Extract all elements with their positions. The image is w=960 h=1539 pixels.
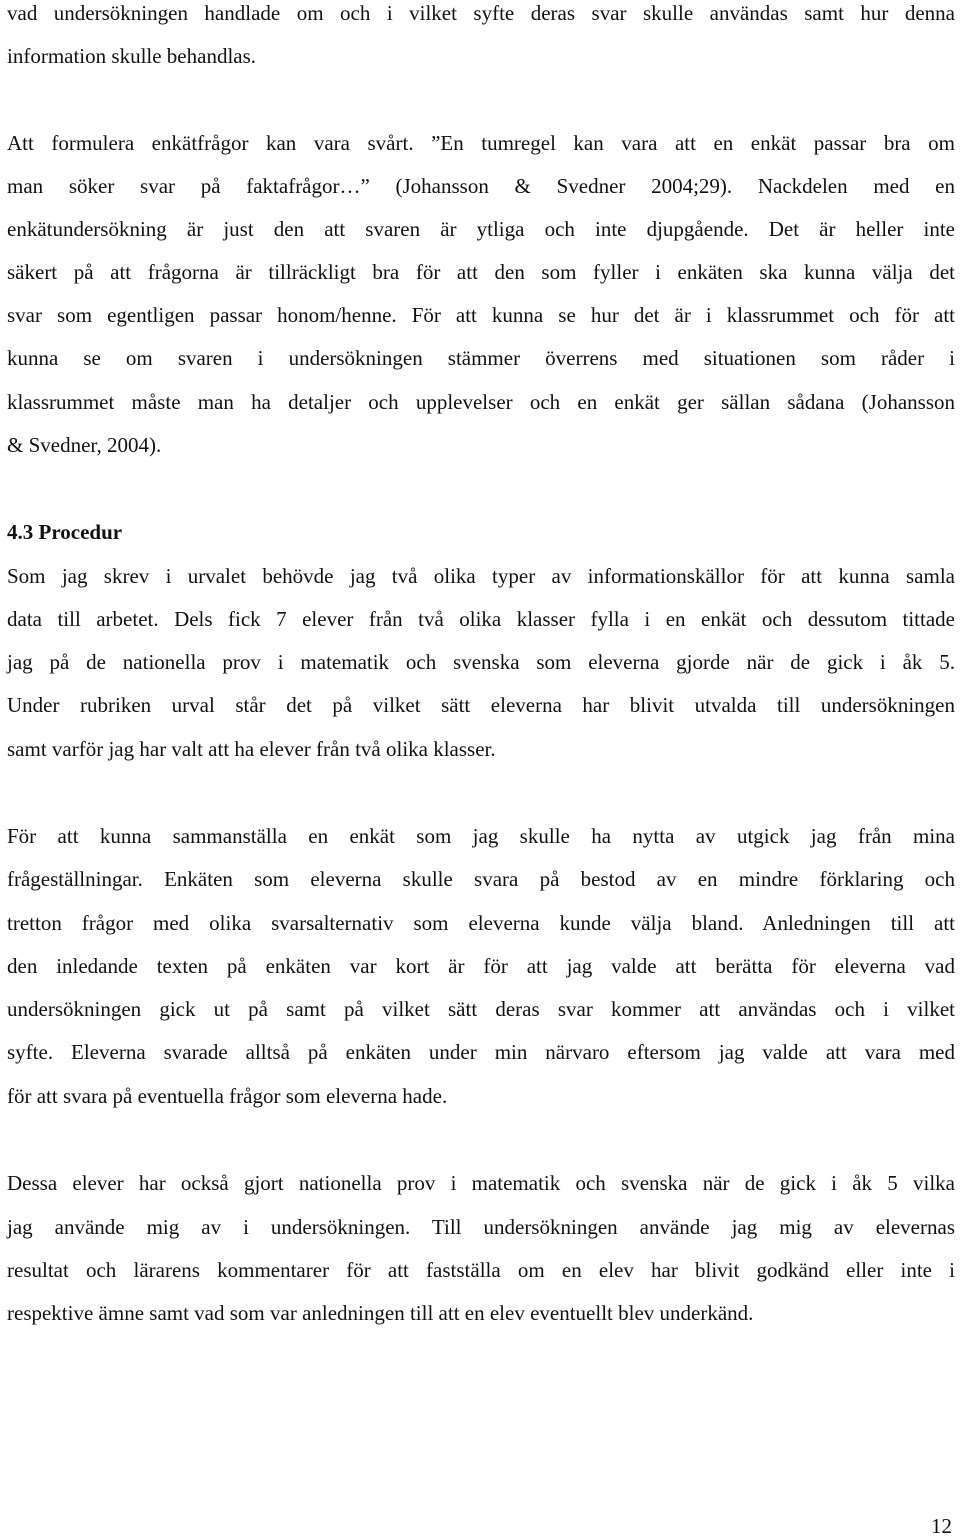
text-line: information skulle behandlas.	[7, 44, 257, 68]
text-line: klassrummet måste man ha detaljer och upplevelser och en enkät ger sällan sådana (Johansson	[7, 390, 955, 414]
text-line: vad undersökningen handlade om och i vilket syfte deras svar skulle användas samt hur denna	[7, 1, 955, 25]
text-line: data till arbetet. Dels fick 7 elever från två olika klasser fylla i en enkät och dessutom tittade	[7, 607, 955, 631]
section-heading: 4.3 Procedur	[7, 520, 123, 544]
text-line: tretton frågor med olika svarsalternativ som eleverna kunde välja bland. Anledningen till att	[7, 911, 955, 935]
text-line: jag på de nationella prov i matematik och svenska som eleverna gjorde när de gick i åk 5.	[7, 650, 955, 674]
text-line: för att svara på eventuella frågor som eleverna hade.	[7, 1084, 448, 1108]
text-line: Som jag skrev i urvalet behövde jag två olika typer av informationskällor för att kunna samla	[7, 564, 955, 588]
text-line: resultat och lärarens kommentarer för att fastställa om en elev har blivit godkänd eller inte i	[7, 1258, 955, 1282]
text-line: Dessa elever har också gjort nationella prov i matematik och svenska när de gick i åk 5 vilka	[7, 1171, 955, 1195]
page-number: 12	[931, 1514, 952, 1538]
text-line: enkätundersökning är just den att svaren är ytliga och inte djupgående. Det är heller inte	[7, 217, 955, 241]
text-line: samt varför jag har valt att ha elever från två olika klasser.	[7, 737, 496, 761]
text-line: respektive ämne samt vad som var anledningen till att en elev eventuellt blev underkänd.	[7, 1301, 754, 1325]
text-line: svar som egentligen passar honom/henne. För att kunna se hur det är i klassrummet och för att	[7, 303, 955, 327]
text-line: Under rubriken urval står det på vilket sätt eleverna har blivit utvalda till undersökningen	[7, 693, 955, 717]
text-line: kunna se om svaren i undersökningen stämmer överrens med situationen som råder i	[7, 346, 955, 370]
text-line: & Svedner, 2004).	[7, 433, 162, 457]
text-line: säkert på att frågorna är tillräckligt bra för att den som fyller i enkäten ska kunna välja det	[7, 260, 955, 284]
text-line: Att formulera enkätfrågor kan vara svårt. ”En tumregel kan vara att en enkät passar bra om	[7, 131, 955, 155]
text-line: man söker svar på faktafrågor…” (Johansson & Svedner 2004;29). Nackdelen med en	[7, 174, 955, 198]
text-line: För att kunna sammanställa en enkät som jag skulle ha nytta av utgick jag från mina	[7, 824, 955, 848]
text-line: jag använde mig av i undersökningen. Till undersökningen använde jag mig av elevernas	[7, 1215, 955, 1239]
text-line: den inledande texten på enkäten var kort är för att jag valde att berätta för eleverna vad	[7, 954, 955, 978]
text-line: frågeställningar. Enkäten som eleverna skulle svara på bestod av en mindre förklaring och	[7, 867, 955, 891]
text-line: syfte. Eleverna svarade alltså på enkäten under min närvaro eftersom jag valde att vara med	[7, 1040, 955, 1064]
text-line: undersökningen gick ut på samt på vilket sätt deras svar kommer att användas och i vilket	[7, 997, 955, 1021]
